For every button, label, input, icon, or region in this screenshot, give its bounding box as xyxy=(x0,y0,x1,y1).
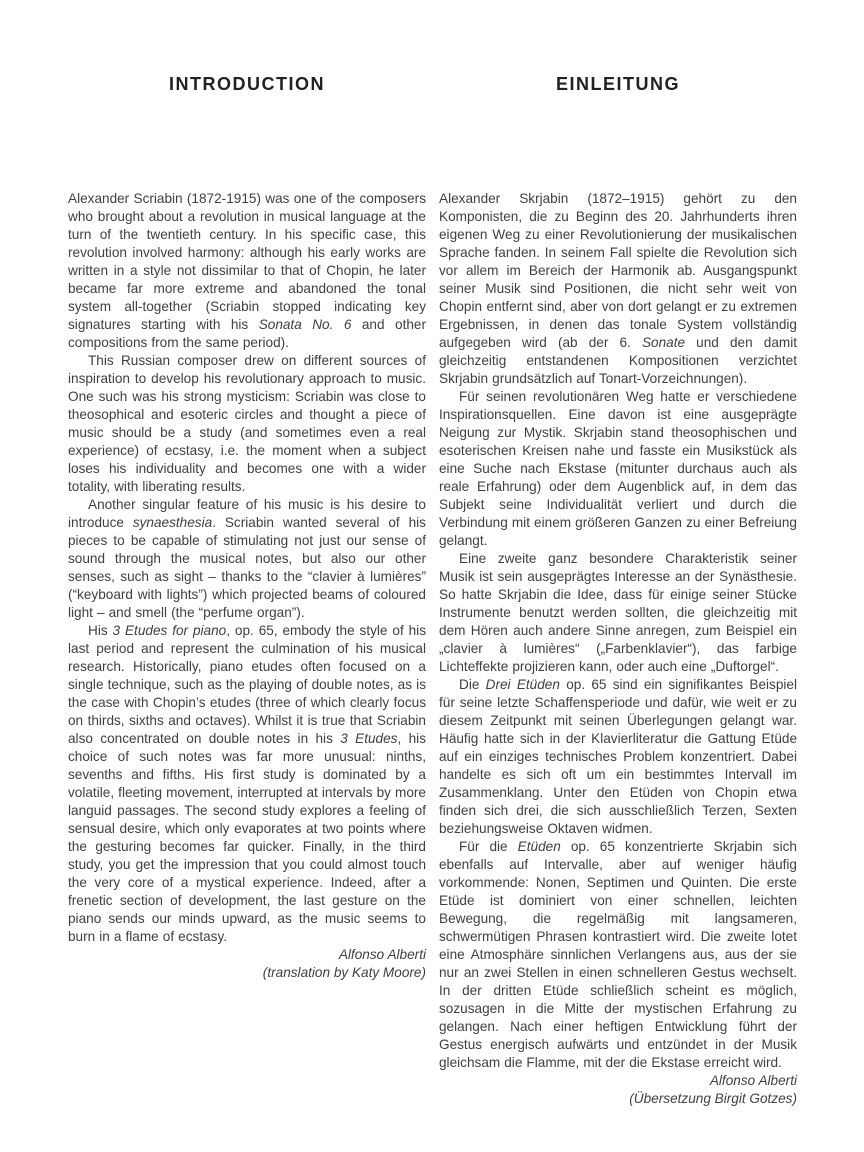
paragraph xyxy=(439,190,797,388)
italic-text-segment: 3 Etudes for piano xyxy=(112,623,227,638)
text-segment: und den damit gleichzeitig entstandenen Kompositionen verzichtet Skrjabin grundsätzlich auf Tonart-Vorzeichnungen). xyxy=(439,335,797,386)
translator-credit: (translation by Katy Moore) xyxy=(262,965,426,980)
author-name: Alfonso Alberti xyxy=(709,1073,797,1088)
translator-credit: (Übersetzung Birgit Gotzes) xyxy=(629,1091,797,1106)
italic-text-segment: Sonata No. 6 xyxy=(258,317,352,332)
italic-text-segment: Drei Etüden xyxy=(485,677,560,692)
text-segment: His xyxy=(88,623,113,638)
text-segment: Die xyxy=(459,677,486,692)
text-segment: Alexander Scriabin (1872-1915) was one of the composers who brought about a revolution in musical language at the turn of the twentieth century. In his specific case, this revolution involved harmony: although his early works are written in a style not dissimilar to that of Chopin, he later became far more extreme and abandoned the tonal system all-together (Scriabin stopped indicating key signatures starting with his xyxy=(68,191,426,332)
german-signature xyxy=(439,1072,797,1108)
text-segment: This Russian composer drew on different sources of inspiration to develop his revolutionary approach to music. One such was his strong mysticism: Scriabin was close to theosophical and esoteric circles and thought a piece of music should be a study (and sometimes even a real experience) of ecstasy, i.e. the moment when a subject loses his individuality and becomes one with a wider totality, with liberating results. xyxy=(68,353,426,494)
paragraph xyxy=(439,838,797,1072)
german-text-body xyxy=(439,190,797,1072)
two-column-layout xyxy=(68,75,797,1108)
text-segment: Another singular feature of his music is his desire to introduce xyxy=(68,497,426,530)
text-segment: op. 65 konzentrierte Skrjabin sich ebenfalls auf Intervalle, aber auf weniger häufig vorkommende: Nonen, Septimen und Quinten. Die erste Etüde ist dominiert von einer schnellen, leichten Bewegung, die regelmäßig mit langsameren, schwermütigen Phrasen kontrastiert wird. Die zweite lotet eine Atmosphäre sinnlichen Verlangens aus, aus der sie nur an zwei Stellen in einen schnelleren Gestus wechselt. In der dritten Etüde schließlich scheint es möglich, sozusagen in die Mitte der mystischen Erfahrung zu gelangen. Nach einer heftigen Entwicklung führt der Gestus energisch aufwärts und entzündet in der Musik gleichsam die Flamme, mit der die Ekstase erreicht wird. xyxy=(439,839,797,1070)
text-segment: and other compositions from the same period). xyxy=(68,317,426,350)
heading-introduction: INTRODUCTION xyxy=(169,74,325,94)
paragraph xyxy=(68,496,426,622)
paragraph xyxy=(68,190,426,352)
english-signature xyxy=(68,946,426,982)
english-text-body xyxy=(68,190,426,946)
paragraph xyxy=(68,352,426,496)
text-segment: Eine zweite ganz besondere Charakteristik seiner Musik ist sein ausgeprägtes Interesse an der Synästhesie. So hatte Skrjabin die Idee, dass für einige seiner Stücke Instrumente benutzt werden sollten, die gleichzeitig mit dem Hören auch andere Sinne anregen, zum Beispiel ein „clavier à lumières“ („Farbenklavier“), das farbige Lichteffekte projizieren kann, oder auch eine „Duftorgel“. xyxy=(439,551,797,674)
text-segment: Für seinen revolutionären Weg hatte er verschiedene Inspirationsquellen. Eine davon ist eine ausgeprägte Neigung zur Mystik. Skrjabin stand theosophischen und esoterischen Kreisen nahe und fasste ein Musikstück als eine Suche nach Ekstase (mitunter durchaus auch als reale Erfahrung) oder dem Augenblick auf, in dem das Subjekt seine Individualität verliert und durch die Verbindung mit einem größeren Ganzen zu einer Befreiung gelangt. xyxy=(439,389,797,548)
paragraph xyxy=(439,388,797,550)
paragraph xyxy=(439,676,797,838)
text-segment: op. 65 sind ein signifikantes Beispiel für seine letzte Schaffensperiode und dafür, wie weit er zu diesem Zeitpunkt mit seinen Überlegungen gelangt war. Häufig hatte sich in der Klavierliteratur die Gattung Etüde auf ein einziges technisches Problem konzentriert. Dabei handelte es sich oft um ein bestimmtes Intervall im Zusammenklang. Unter den Etüden von Chopin etwa finden sich drei, die sich ausschließlich Terzen, Sexten beziehungsweise Oktaven widmen. xyxy=(439,677,797,836)
heading-einleitung: EINLEITUNG xyxy=(555,74,680,94)
text-segment: Alexander Skrjabin (1872–1915) gehört zu den Komponisten, die zu Beginn des 20. Jahrhunderts ihren eigenen Weg zu einer Revolutionierung der musikalischen Sprache fanden. In seinem Fall spielte die Revolution sich vor allem im Bereich der Harmonik ab. Ausgangspunkt seiner Musik sind Positionen, die nicht sehr weit von Chopin entfernt sind, aber von dort gelangt er zu extremen Ergebnissen, in denen das tonale System vollständig aufgegeben wird (ab der 6. xyxy=(439,191,797,350)
column-german xyxy=(439,75,797,1108)
text-segment: , op. 65, embody the style of his last period and represent the culmination of his musical research. Historically, piano etudes often focused on a single technique, such as the playing of double notes, as is the case with Chopin’s etudes (three of which clearly focus on thirds, sixths and octaves). Whilst it is true that Scriabin also concentrated on double notes in his xyxy=(68,623,426,746)
italic-text-segment: Etüden xyxy=(517,839,561,854)
italic-text-segment: 3 Etudes xyxy=(340,731,398,746)
author-name: Alfonso Alberti xyxy=(338,947,426,962)
paragraph xyxy=(439,550,797,676)
column-english xyxy=(68,75,426,1108)
text-segment: , his choice of such notes was far more unusual: ninths, sevenths and fifths. His first study is dominated by a volatile, fleeting movement, interrupted at intervals by more languid passages. The second study explores a feeling of sensual desire, which only evaporates at two points where the gesturing becomes far quicker. Finally, in the third study, you get the impression that you could almost touch the very core of a mystical experience. Indeed, after a frenetic section of development, the last gesture on the piano sends our minds upward, as the music seems to burn in a flame of ecstasy. xyxy=(68,731,427,944)
paragraph xyxy=(68,622,426,946)
italic-text-segment: synaesthesia xyxy=(132,515,213,530)
text-segment: . Scriabin wanted several of his pieces to be capable of stimulating not just our sense of sound through the musical notes, but also our other senses, such as sight – thanks to the “clavier à lumières” (“keyboard with lights”) which projected beams of coloured light – and smell (the “perfume organ”). xyxy=(68,515,426,620)
text-segment: Für die xyxy=(459,839,518,854)
italic-text-segment: Sonate xyxy=(641,335,686,350)
